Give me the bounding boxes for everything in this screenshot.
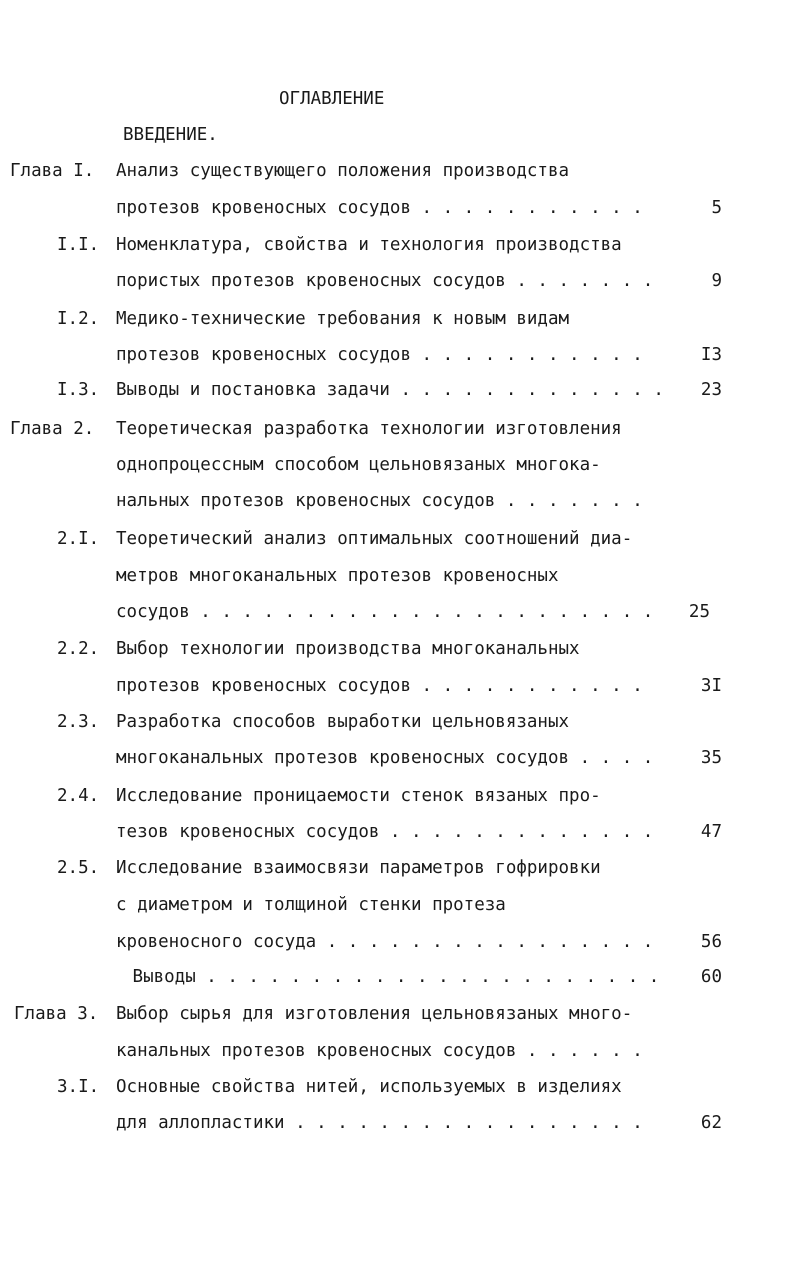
toc-entry-page: 23: [700, 380, 722, 400]
toc-entry-label: 2.4.: [57, 786, 100, 806]
toc-entry-page: 60: [700, 967, 722, 987]
toc-entry-page: 3I: [700, 676, 722, 696]
toc-entry-label: Глава 2.: [10, 419, 95, 439]
toc-entry-line: Анализ существующего положения производства: [116, 161, 570, 181]
toc-entry-line: кровеносного сосуда . . . . . . . . . . . . . . . .: [116, 932, 654, 952]
toc-entry-label: 3.I.: [57, 1077, 100, 1097]
page-title: ОГЛАВЛЕНИЕ: [279, 89, 385, 109]
toc-entry-line: Выбор технологии производства многоканальных: [116, 639, 580, 659]
toc-entry-line: протезов кровеносных сосудов . . . . . . . . . . .: [116, 676, 643, 696]
toc-entry-page: 9: [711, 271, 722, 291]
toc-entry-line: Исследование проницаемости стенок вязаных про-: [116, 786, 601, 806]
toc-entry-line: метров многоканальных протезов кровеносных: [116, 566, 559, 586]
toc-entry-label: I.3.: [57, 380, 100, 400]
toc-entry-line: Медико-технические требования к новым видам: [116, 309, 570, 329]
toc-entry-line: с диаметром и толщиной стенки протеза: [116, 895, 506, 915]
toc-entry-line: Теоретический анализ оптимальных соотношений диа-: [116, 529, 633, 549]
toc-entry-line: многоканальных протезов кровеносных сосудов . . . .: [116, 748, 654, 768]
toc-entry-line: сосудов . . . . . . . . . . . . . . . . . . . . . .: [116, 602, 654, 622]
toc-entry-line: Исследование взаимосвязи параметров гофрировки: [116, 858, 601, 878]
toc-entry-line: для аллопластики . . . . . . . . . . . . . . . . .: [116, 1113, 643, 1133]
toc-entry-label: Глава I.: [10, 161, 95, 181]
toc-entry-line: Выводы . . . . . . . . . . . . . . . . . . . . . .: [122, 967, 660, 987]
toc-entry-page: 5: [711, 198, 722, 218]
toc-entry-line: нальных протезов кровеносных сосудов . . . . . . .: [116, 491, 643, 511]
toc-entry-line: однопроцессным способом цельновязаных многока-: [116, 455, 601, 475]
toc-entry-page: 35: [700, 748, 722, 768]
toc-entry-line: тезов кровеносных сосудов . . . . . . . . . . . . .: [116, 822, 654, 842]
toc-entry-line: протезов кровеносных сосудов . . . . . . . . . . .: [116, 345, 643, 365]
toc-entry-label: I.2.: [57, 309, 100, 329]
toc-entry-page: 62: [700, 1113, 722, 1133]
toc-entry-line: Выбор сырья для изготовления цельновязаных много-: [116, 1004, 633, 1024]
toc-entry-line: Основные свойства нитей, используемых в изделиях: [116, 1077, 622, 1097]
toc-entry-line: пористых протезов кровеносных сосудов . . . . . . .: [116, 271, 654, 291]
toc-entry-line: канальных протезов кровеносных сосудов . . . . . .: [116, 1041, 643, 1061]
toc-entry-line: Выводы и постановка задачи . . . . . . . . . . . . .: [116, 380, 664, 400]
toc-intro: ВВЕДЕНИЕ.: [123, 125, 218, 145]
toc-entry-label: 2.I.: [57, 529, 100, 549]
toc-entry-label: 2.3.: [57, 712, 100, 732]
toc-entry-label: 2.5.: [57, 858, 100, 878]
toc-entry-line: Разработка способов выработки цельновязаных: [116, 712, 570, 732]
toc-entry-page: 25: [688, 602, 710, 622]
toc-entry-page: 56: [700, 932, 722, 952]
toc-entry-page: 47: [700, 822, 722, 842]
toc-entry-label: I.I.: [57, 235, 100, 255]
toc-entry-page: I3: [700, 345, 722, 365]
toc-entry-line: Номенклатура, свойства и технология производства: [116, 235, 622, 255]
toc-entry-line: Теоретическая разработка технологии изготовления: [116, 419, 622, 439]
toc-entry-label: Глава 3.: [14, 1004, 99, 1024]
toc-entry-line: протезов кровеносных сосудов . . . . . . . . . . .: [116, 198, 643, 218]
toc-entry-label: 2.2.: [57, 639, 100, 659]
